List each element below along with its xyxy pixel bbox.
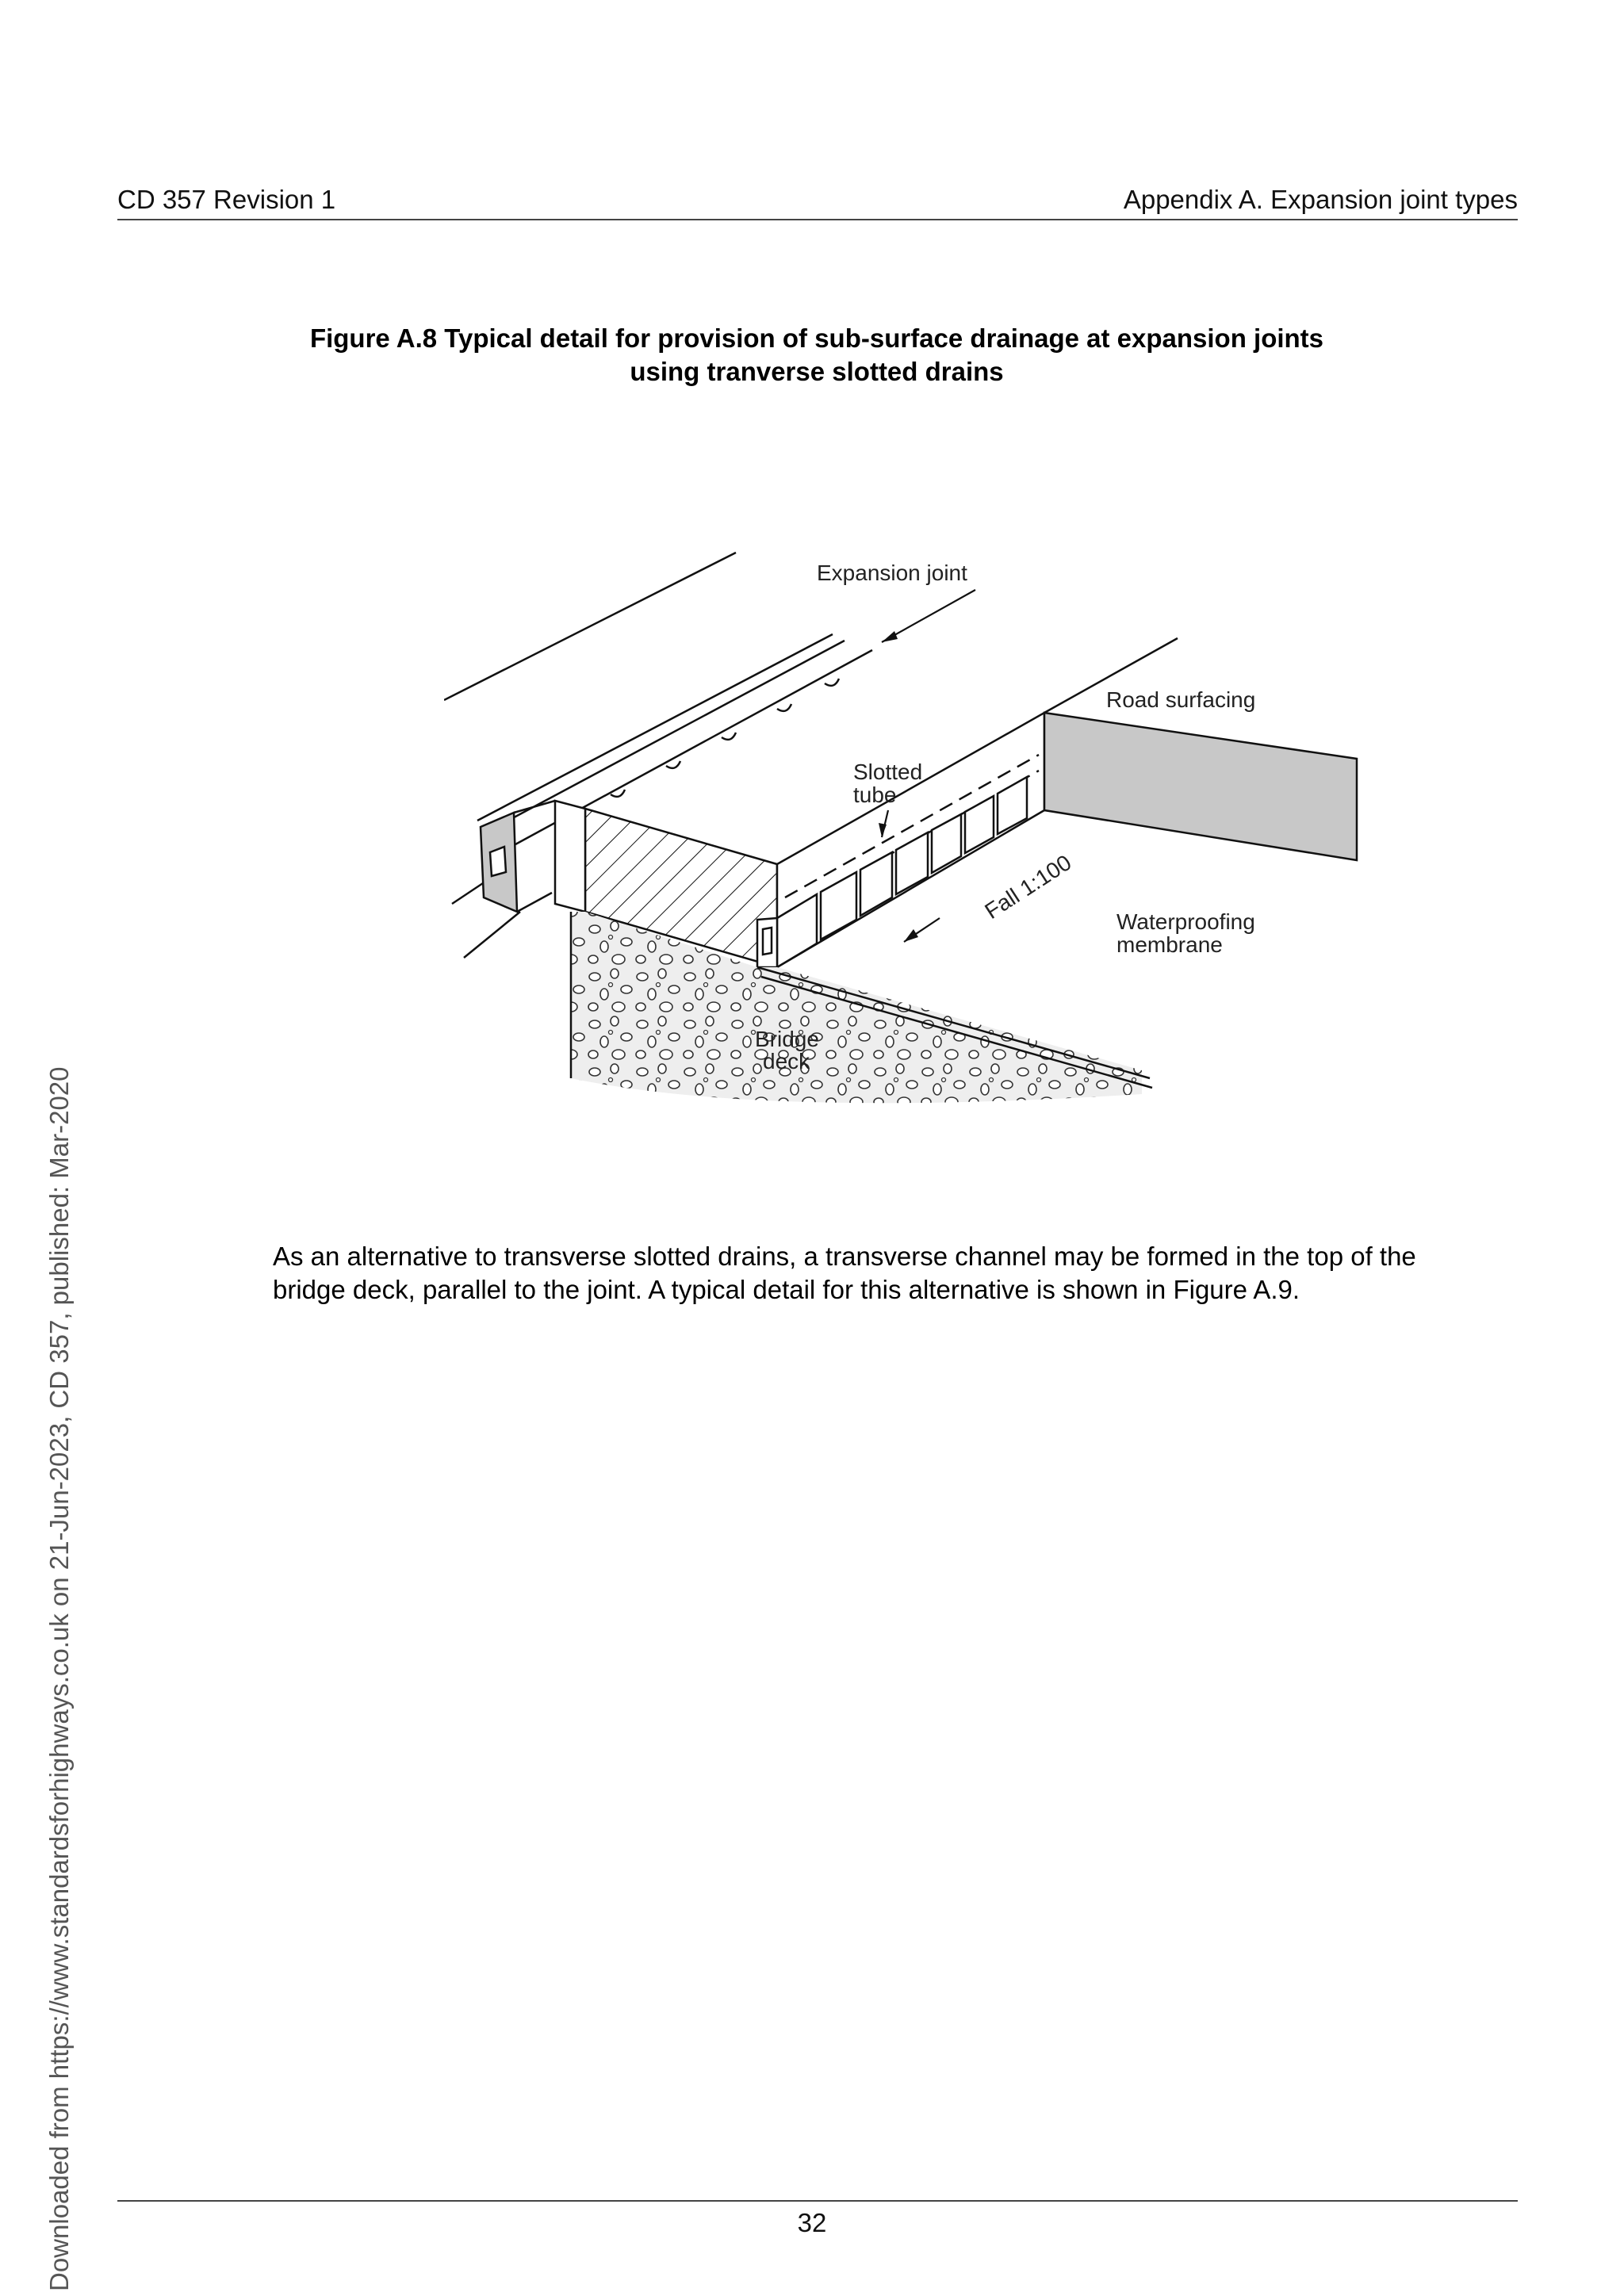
road-surfacing-label: Road surfacing <box>1106 687 1256 712</box>
membrane-label: membrane <box>1116 932 1223 957</box>
expansion-joint-label: Expansion joint <box>817 561 967 585</box>
fall-arrowhead <box>904 929 918 942</box>
joint-seal-bumps <box>555 679 839 825</box>
bridge-label: Bridge <box>755 1027 819 1051</box>
figure-drawing <box>444 539 1364 1118</box>
joint-seal-line <box>477 634 833 821</box>
body-line-1: As an alternative to transverse slotted drains, a transverse channel may be formed in the top of the <box>273 1242 1416 1271</box>
road-surfacing-side <box>1044 713 1357 860</box>
document-reference: CD 357 Revision 1 <box>117 185 336 214</box>
page-number: 32 <box>797 2208 827 2237</box>
joint-bottom-edge <box>517 893 552 912</box>
deck-label: deck <box>763 1049 810 1073</box>
waterproofing-label: Waterproofing <box>1116 909 1255 934</box>
joint-end-slot <box>490 847 506 876</box>
expansion-joint-leader <box>882 590 975 642</box>
figure-title-line-2: using tranverse slotted drains <box>630 357 1004 386</box>
section-title: Appendix A. Expansion joint types <box>1123 185 1518 214</box>
background-edge-line <box>444 553 736 700</box>
parapet-edge-line <box>464 912 520 958</box>
expansion-joint-drainage-figure <box>444 539 1364 1118</box>
figure-title <box>206 322 1427 388</box>
joint-top-edge <box>514 801 555 813</box>
joint-side-face <box>555 801 585 912</box>
joint-seal-line <box>493 641 845 828</box>
page-header <box>117 181 1518 220</box>
body-paragraph <box>273 1240 1494 1307</box>
expansion-joint-arrowhead <box>882 631 898 642</box>
figure-title-line-1: Figure A.8 Typical detail for provision of sub-surface drainage at expansion joints <box>309 323 1324 353</box>
bridge-deck-concrete <box>571 912 1142 1103</box>
download-watermark: Downloaded from https://www.standardsforhighways.co.uk on 21-Jun-2023, CD 357, published: Mar-2020 <box>44 1066 74 2291</box>
drain-end-slot <box>763 928 772 955</box>
fall-label: Fall 1:100 <box>980 850 1076 924</box>
slotted-label: Slotted <box>853 760 923 784</box>
footer-rule <box>117 2200 1518 2202</box>
tube-label: tube <box>853 783 897 807</box>
body-line-2: bridge deck, parallel to the joint. A typical detail for this alternative is shown in Figure A.9. <box>273 1275 1300 1304</box>
